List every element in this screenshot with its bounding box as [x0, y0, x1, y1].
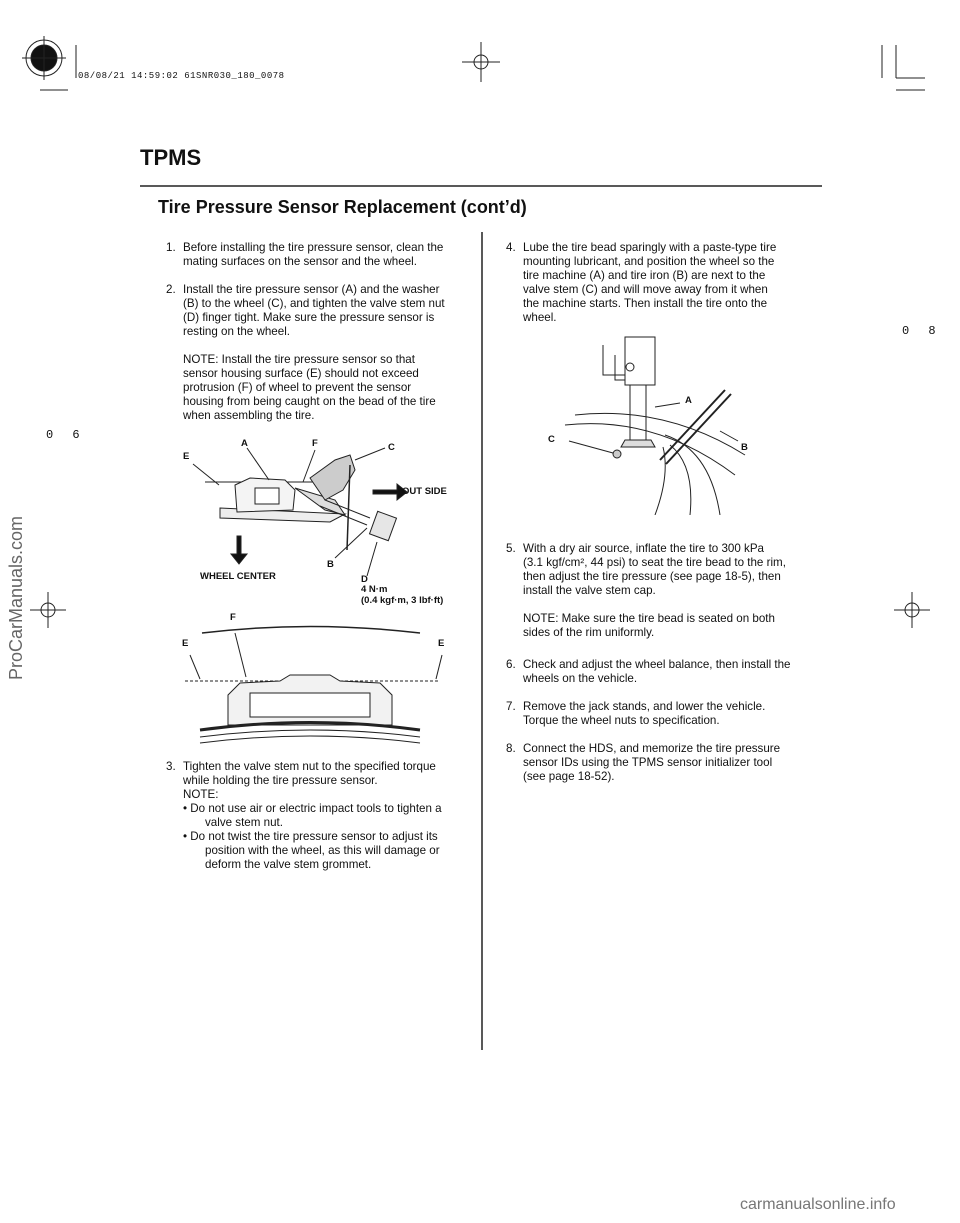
fig1-label-b: B — [327, 559, 334, 570]
fig1-outside-label: OUT SIDE — [402, 486, 447, 497]
step-3-bullet-2: • Do not twist the tire pressure sensor to adjust its position with the wheel, as this will damage or deform the valve stem grommet. — [183, 830, 440, 871]
fig3-label-c: C — [548, 434, 555, 445]
fig1-label-e: E — [183, 451, 190, 462]
step-4: 4. Lube the tire bead sparingly with a paste-type tire mounting lubricant, and position the wheel so the tire machine (A) and tire iron (B) are next to the valve stem (C) and will move away from it when the machine starts. Then install the tire onto the wheel. — [506, 241, 777, 324]
watermark-left: ProCarManuals.com — [6, 515, 26, 680]
fig1-label-a: A — [241, 438, 248, 449]
fig1-label-c: C — [388, 442, 395, 453]
watermark-bottom: carmanualsonline.info — [740, 1196, 896, 1213]
sensor-housing-clearance-figure — [180, 615, 460, 750]
margin-code-right: 0 8 — [902, 324, 942, 338]
step-7: 7. Remove the jack stands, and lower the vehicle. Torque the wheel nuts to specification. — [506, 700, 766, 727]
step-2: 2. Install the tire pressure sensor (A) and the washer (B) to the wheel (C), and tighten the valve stem nut (D) finger tight. Make sure the pressure sensor is resting on the wheel. NOTE: Install the tire pressure sensor so that sensor housing surface (E) should not exceed protrusion (F) of wheel to prevent the sensor housing from being caught on the bead of the tire when assembling the tire. — [166, 283, 476, 423]
step-6: 6. Check and adjust the wheel balance, then install the wheels on the vehicle. — [506, 658, 791, 685]
step-3: 3. Tighten the valve stem nut to the specified torque while holding the tire pressure sensor. NOTE: • Do not use air or electric impact tools to tighten a valve stem nut. • Do not twist the tire pressure sensor to adjust its position with the wheel, as this will damage or deform the valve stem grommet. — [166, 760, 476, 872]
section-title: Tire Pressure Sensor Replacement (cont’d) — [158, 197, 527, 217]
fig2-label-e-left: E — [182, 638, 189, 649]
page-title: TPMS — [140, 145, 202, 170]
fig1-wheel-center-label: WHEEL CENTER — [200, 571, 276, 582]
step-5: 5. With a dry air source, inflate the tire to 300 kPa (3.1 kgf/cm², 44 psi) to seat the tire bead to the rim, then adjust the tire pressure (see page 18-5), then install the valve stem cap. NOTE: Make sure the tire bead is seated on both sides of the rim uniformly. — [506, 542, 826, 640]
sensor-install-figure — [175, 430, 465, 610]
step-1: 1. Before installing the tire pressure sensor, clean the mating surfaces on the sensor and the wheel. — [166, 241, 444, 268]
fig2-label-f: F — [230, 612, 236, 623]
step-2-note: NOTE: Install the tire pressure sensor so that sensor housing surface (E) should not exceed protrusion (F) of wheel to prevent the sensor housing from being caught on the bead of the tire when assembling the tire. — [183, 353, 436, 422]
fig2-label-e-right: E — [438, 638, 445, 649]
print-stamp: 08/08/21 14:59:02 61SNR030_180_0078 — [78, 71, 285, 81]
fig1-torque-alt: (0.4 kgf·m, 3 lbf·ft) — [361, 595, 444, 606]
step-5-note: NOTE: Make sure the tire bead is seated on both sides of the rim uniformly. — [523, 612, 775, 639]
tire-mounting-figure — [545, 335, 765, 515]
fig3-label-a: A — [685, 395, 692, 406]
fig1-label-d: D — [361, 574, 368, 585]
fig1-torque-nm: 4 N·m — [361, 584, 388, 595]
step-8: 8. Connect the HDS, and memorize the tire pressure sensor IDs using the TPMS sensor initializer tool (see page 18-52). — [506, 742, 781, 783]
margin-code-left: 0 6 — [46, 428, 86, 442]
fig1-label-f: F — [312, 438, 318, 449]
fig3-label-b: B — [741, 442, 748, 453]
step-3-bullet-1: • Do not use air or electric impact tools to tighten a valve stem nut. — [183, 802, 442, 829]
